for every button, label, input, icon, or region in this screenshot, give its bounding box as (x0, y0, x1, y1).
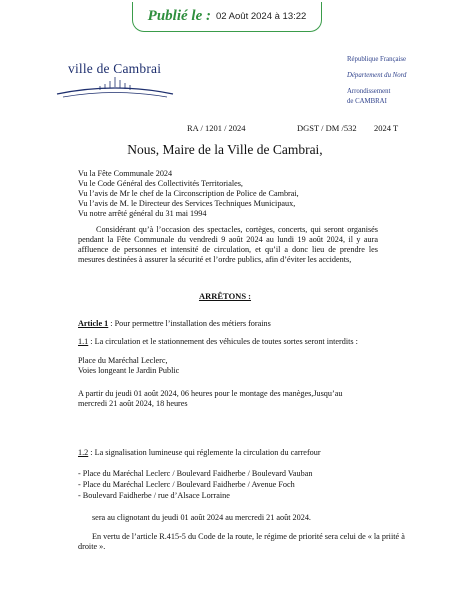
article-1 (78, 319, 271, 329)
section-title (0, 291, 450, 301)
blinking-line: sera au clignotant du jeudi 01 août 2024 au mercredi 21 août 2024. (92, 513, 311, 522)
article-1-label: Article 1 (78, 319, 109, 328)
junction-line: - Place du Maréchal Leclerc / Boulevard Faidherbe / Avenue Foch (78, 480, 295, 489)
period-line: A partir du jeudi 01 août 2024, 06 heures pour le montage des manèges,Jusqu’au (78, 389, 343, 398)
subsection-1-2 (78, 448, 321, 458)
subsection-1-2-label: 1.2 (78, 448, 89, 457)
ref-dgst: DGST / DM /532 (297, 123, 357, 133)
article-1-text: : Pour permettre l’installation des métiers forains (108, 319, 271, 328)
subsection-1-1 (78, 337, 358, 347)
ref-ra: RA / 1201 / 2024 (187, 123, 246, 133)
intro-paragraph: Considérant qu’à l’occasion des spectacles, cortèges, concerts, qui seront organisés pendant la Fête Communale du vendredi 9 août 2024 au lundi 19 août 2024, il y aura affluence de personnes et intensité de circulation, et qu’il a donc lieu de prendre les mesures destinées à assurer la sécurité et l’ordre publics, afin d’éviter les accidents, (78, 225, 378, 264)
ref-code: 2024 T (374, 123, 399, 133)
arrondissement-name: de CAMBRAI (347, 98, 387, 105)
consideration-line: Vu la Fête Communale 2024 (78, 169, 173, 178)
place-line: Voies longeant le Jardin Public (78, 366, 180, 375)
department-label: Département du Nord (347, 72, 407, 79)
junction-line: - Boulevard Faidherbe / rue d’Alsace Lorraine (78, 491, 230, 500)
republic-label: République Française (347, 56, 407, 63)
stamp-label: Publié le : (147, 8, 211, 24)
consideration-line: Vu notre arrêté général du 31 mai 1994 (78, 209, 207, 218)
arrondissement-label: Arrondissement (347, 88, 391, 95)
period-line: mercredi 21 août 2024, 18 heures (78, 399, 188, 408)
city-logo-text: ville de Cambrai (68, 61, 162, 76)
consideration-line: Vu l’avis de Mr le chef de la Circonscription de Police de Cambrai, (78, 189, 299, 198)
publication-stamp (132, 2, 322, 32)
decree-title: Nous, Maire de la Ville de Cambrai, (127, 142, 323, 157)
junction-line: - Place du Maréchal Leclerc / Boulevard Faidherbe / Boulevard Vauban (78, 469, 313, 478)
subsection-1-1-label: 1.1 (78, 337, 89, 346)
consideration-line: Vu le Code Général des Collectivités Territoriales, (78, 179, 243, 188)
section-title-text: ARRÊTONS : (198, 291, 252, 301)
priority-line: En vertu de l’article R.415-5 du Code de la route, le régime de priorité sera celui de « la priité à (92, 532, 405, 541)
subsection-1-1-text: : La circulation et le stationnement des véhicules de toutes sortes seront interdits : (88, 337, 358, 346)
administrative-header (347, 55, 406, 107)
priority-line: droite ». (78, 542, 106, 551)
stamp-date: 02 Août 2024 à 13:22 (215, 11, 307, 22)
place-line: Place du Maréchal Leclerc, (78, 356, 168, 365)
city-logo-graphic (55, 60, 175, 102)
consideration-line: Vu l’avis de M. le Directeur des Services Techniques Municipaux, (78, 199, 296, 208)
subsection-1-2-text: : La signalisation lumineuse qui réglemente la circulation du carrefour (88, 448, 321, 457)
